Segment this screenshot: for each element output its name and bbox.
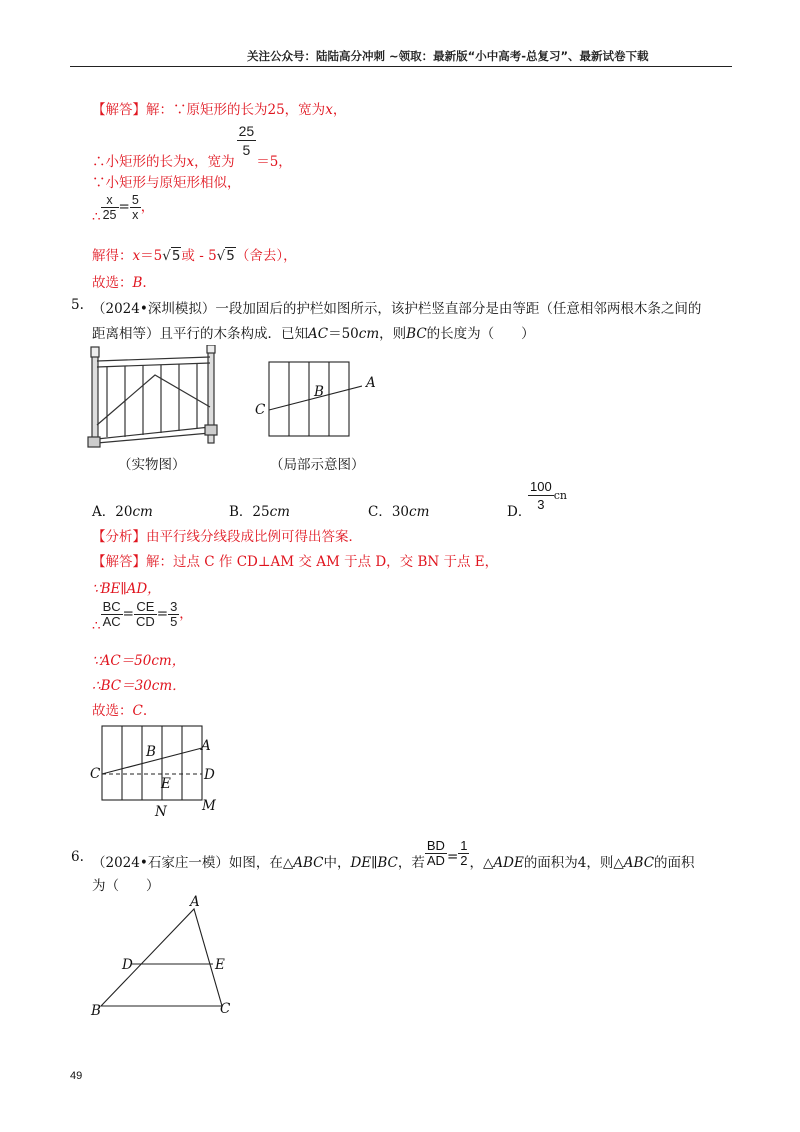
- solution-line-3: ∵小矩形与原矩形相似，: [92, 175, 241, 191]
- sol-point-n: N: [155, 804, 167, 820]
- sol-point-a: A: [201, 738, 211, 754]
- option-a[interactable]: A．20cm: [92, 504, 153, 520]
- q5-solution-line6: 故选：C.: [92, 703, 148, 719]
- header-rule: [70, 66, 732, 67]
- q5-stem-line1: （2024•深圳模拟）一段加固后的护栏如图所示，该护栏竖直部分是由等距（任意相邻两根木条之间的: [92, 301, 702, 317]
- railing-photo-figure: [85, 345, 225, 455]
- tri-point-d: D: [122, 957, 133, 973]
- solution-line-6: 故选：B.: [92, 275, 147, 291]
- tri-point-c: C: [220, 1001, 231, 1017]
- figure-caption-photo: （实物图）: [118, 457, 186, 473]
- solution-line-4: ∴ $\frac{x}{25}$ = $\frac{5}{x}$ ，: [92, 193, 155, 225]
- point-label-a: A: [366, 375, 376, 391]
- solution-line-5: 解得：x＝5√5或 - 5√5（舍去），: [92, 248, 297, 264]
- sol-point-e: E: [161, 776, 171, 792]
- fraction-numerator: 25: [238, 123, 255, 139]
- q5-solution-figure: [100, 724, 210, 804]
- point-label-b: B: [314, 384, 324, 400]
- option-c[interactable]: C．30cm: [368, 504, 430, 520]
- q5-stem-line2: 距离相等）且平行的木条构成．已知AC＝50cm，则BC的长度为（ ）: [92, 326, 535, 342]
- tri-point-e: E: [215, 957, 225, 973]
- q5-solution-line3: ∴ $\frac{BC}{AC}$ = $\frac{CE}{CD}$ = $\frac{3}{5}$ ，: [92, 599, 193, 634]
- fraction-denominator: 5: [242, 142, 251, 158]
- point-label-c: C: [255, 402, 266, 418]
- q5-solution-line1: 【解答】解：过点 C 作 CD⊥AM 交 AM 于点 D，交 BN 于点 E，: [92, 554, 499, 570]
- option-d-value[interactable]: $\frac{100}{3}$ cn: [530, 479, 567, 512]
- railing-schematic-figure: [252, 360, 362, 440]
- sol-point-d: D: [204, 767, 215, 783]
- page-header: 关注公众号：陆陆高分冲刺 ~领取：最新版“小中高考-总复习”、最新试卷下载: [247, 49, 649, 63]
- solution-line-1: 【解答】解：∵原矩形的长为25，宽为x，: [92, 102, 347, 118]
- sol-point-b: B: [146, 744, 156, 760]
- q6-stem-line2: 为（ ）: [92, 878, 160, 894]
- q6-stem-line1: （2024•石家庄一模）如图，在△ABC中，DE∥BC，若 $\frac{BD}{AD}$ = $\frac{1}{2}$ ，△ADE的面积为4，则△ABC的面积: [92, 838, 695, 871]
- q5-solution-line2: ∵BE∥AD，: [92, 581, 161, 597]
- q6-number: 6.: [71, 849, 84, 865]
- ratio-fraction: $\frac{x}{25}$: [102, 193, 117, 222]
- q5-solution-line4: ∵AC＝50cm，: [92, 653, 186, 669]
- q5-solution-line5: ∴BC＝30cm．: [92, 678, 186, 694]
- sol-point-c: C: [90, 766, 101, 782]
- option-b[interactable]: B．25cm: [229, 504, 290, 520]
- q5-analysis: 【分析】由平行线分线段成比例可得出答案．: [92, 529, 362, 545]
- sol-point-m: M: [202, 798, 216, 814]
- solution-line-2: ∴小矩形的长为x，宽为 $\frac{25}{5}$ ＝5，: [92, 123, 292, 170]
- tri-point-a: A: [190, 894, 200, 910]
- page-number: 49: [70, 1070, 83, 1082]
- q5-number: 5.: [71, 297, 84, 313]
- tri-point-b: B: [91, 1003, 101, 1019]
- option-d-label[interactable]: D．: [507, 504, 532, 520]
- figure-caption-schematic: （局部示意图）: [270, 457, 365, 473]
- q6-triangle-figure: [95, 900, 235, 1012]
